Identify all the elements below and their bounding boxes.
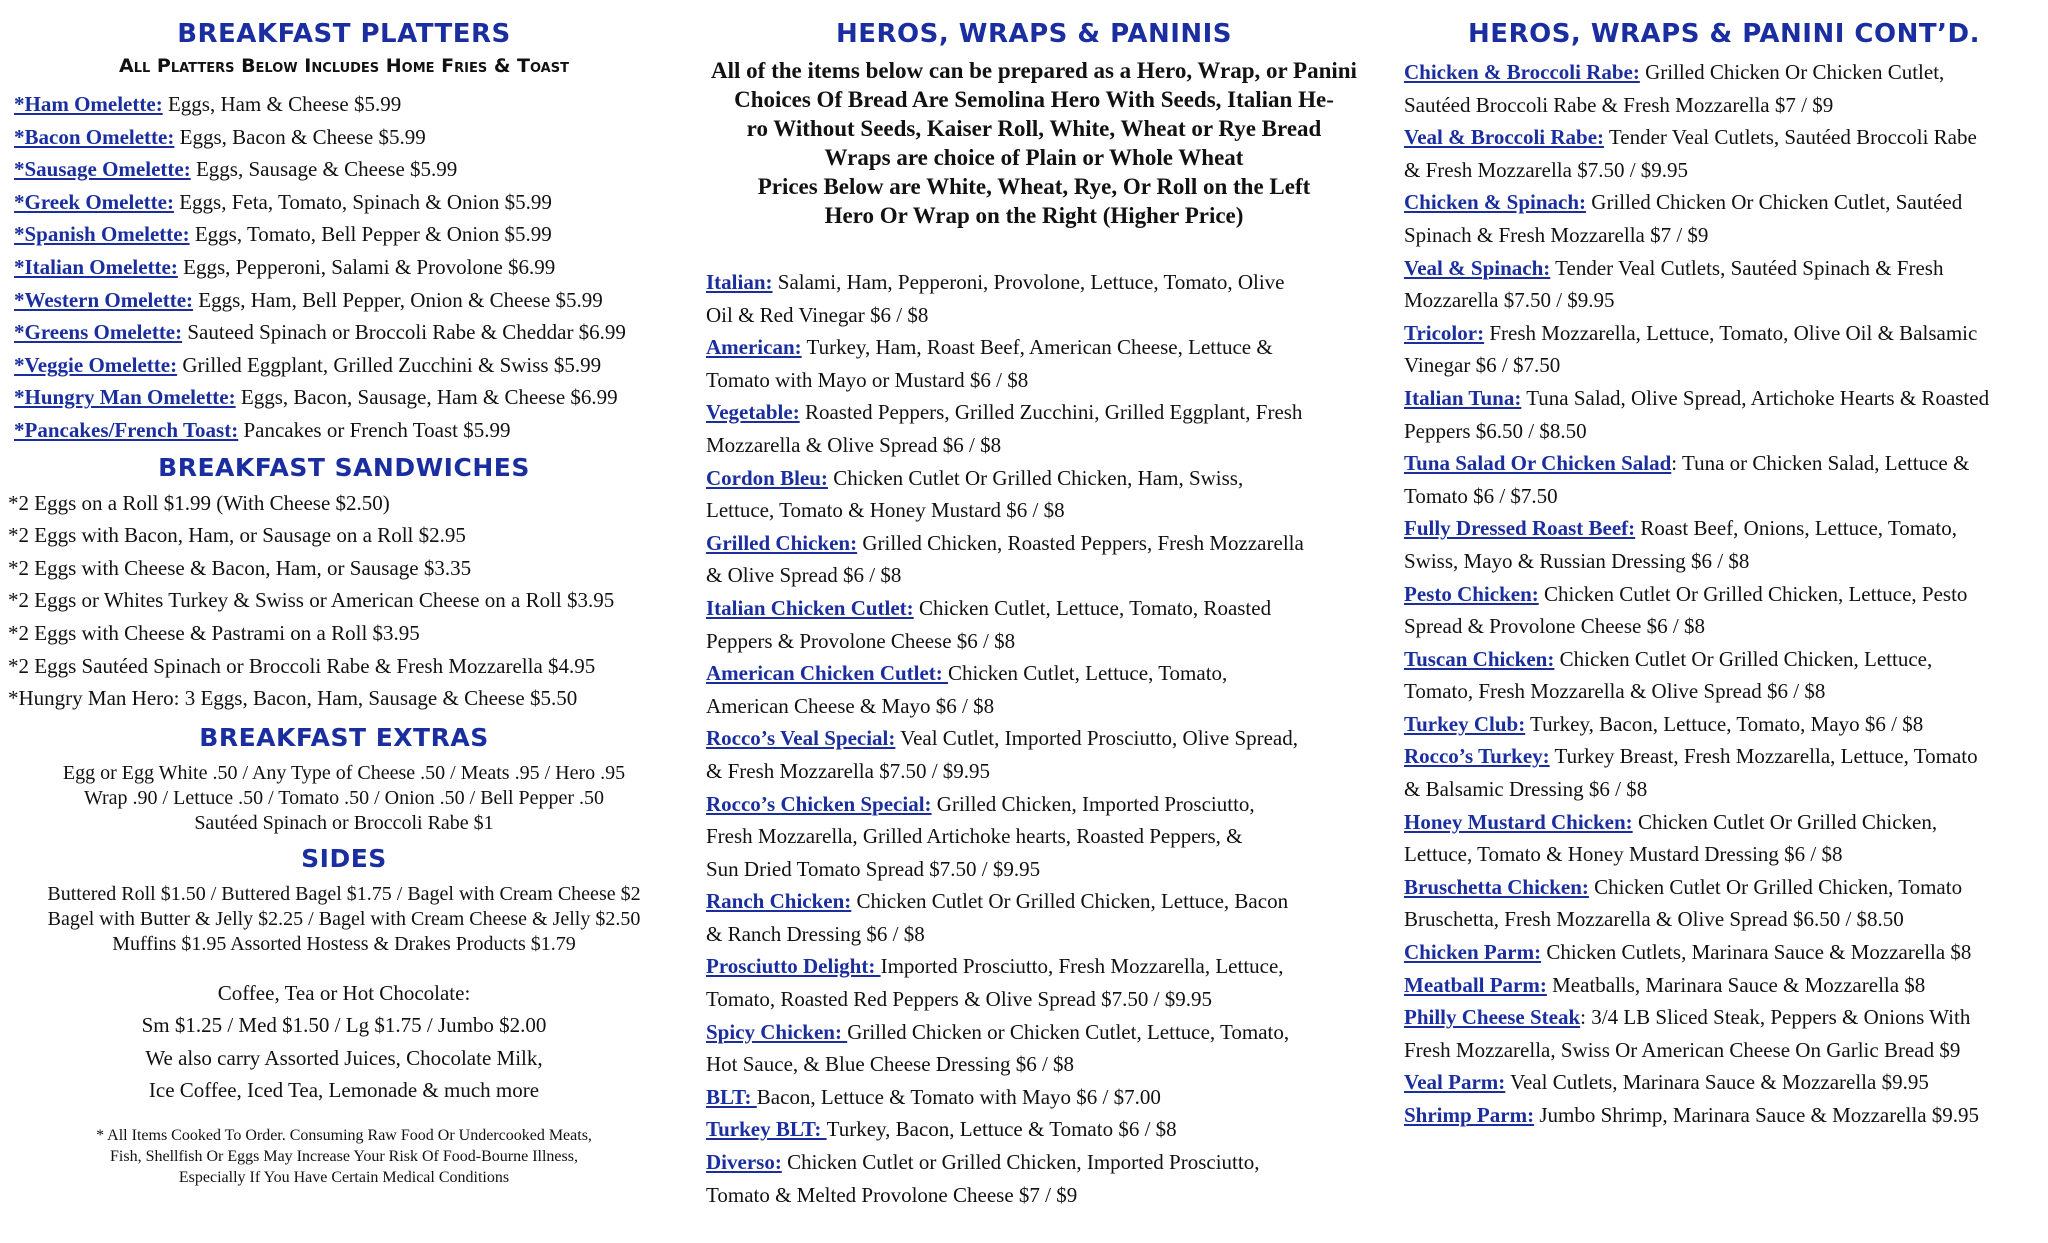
item-name: Veal & Broccoli Rabe:	[1404, 125, 1605, 150]
item-description: Mozzarella & Olive Spread $6 / $8	[706, 432, 1002, 457]
item-description: Fresh Mozzarella, Lettuce, Tomato, Olive Oil & Balsamic	[1484, 320, 1978, 345]
item-description: Eggs, Feta, Tomato, Spinach & Onion $5.99	[173, 189, 552, 214]
item-line	[1404, 186, 2044, 219]
item-description: Fresh Mozzarella, Swiss Or American Cheese On Garlic Bread $9	[1404, 1037, 1961, 1062]
item-description: Eggs, Ham & Cheese $5.99	[162, 92, 402, 116]
item-description: Roast Beef, Onions, Lettuce, Tomato,	[1635, 516, 1958, 541]
breakfast-sandwiches-title: BREAKFAST SANDWICHES	[158, 452, 530, 482]
item-line	[706, 266, 1362, 299]
menu-item	[1404, 56, 2044, 121]
item-name: Cordon Bleu:	[706, 465, 828, 490]
item-line	[1404, 382, 2044, 415]
item-description: Grilled Chicken Or Chicken Cutlet,	[1639, 60, 1945, 84]
menu-item	[706, 657, 1362, 722]
breakfast-platters-list	[8, 88, 680, 447]
menu-item	[1404, 121, 2044, 186]
item-name: Prosciutto Delight:	[706, 954, 881, 979]
sides-line: Bagel with Butter & Jelly $2.25 / Bagel with Cream Cheese & Jelly $2.50	[47, 907, 641, 930]
menu-item	[1404, 708, 2044, 741]
item-description: Roasted Peppers, Grilled Zucchini, Grilled Eggplant, Fresh	[799, 400, 1303, 425]
item-line	[1404, 1001, 2044, 1034]
heros-contd-title: HEROS, WRAPS & PANINI CONT’D.	[1468, 19, 1980, 49]
item-description: Lettuce, Tomato & Honey Mustard $6 / $8	[706, 498, 1065, 523]
intro-line: All of the items below can be prepared as a Hero, Wrap, or Panini	[711, 58, 1357, 83]
item-description: Sautéed Broccoli Rabe & Fresh Mozzarella $7 / $9	[1404, 92, 1834, 117]
food-safety-disclaimer	[8, 1125, 680, 1188]
item-description: Pancakes or French Toast $5.99	[238, 417, 511, 442]
item-description: Chicken Cutlet Or Grilled Chicken, Tomato	[1588, 874, 1963, 899]
item-description: Eggs, Tomato, Bell Pepper & Onion $5.99	[189, 222, 552, 247]
item-description: Chicken Cutlet Or Grilled Chicken, Lettuce, Bacon	[851, 889, 1289, 914]
item-description: Chicken Cutlet, Lettuce, Tomato,	[948, 661, 1228, 686]
heros-list	[706, 266, 1362, 1211]
menu-item	[1404, 578, 2044, 643]
menu-item	[1404, 740, 2044, 805]
item-description: Grilled Chicken or Chicken Cutlet, Lettuce, Tomato,	[847, 1019, 1290, 1044]
item-line	[706, 1113, 1362, 1146]
disclaimer-line: * All Items Cooked To Order. Consuming Raw Food Or Undercooked Meats,	[96, 1127, 592, 1145]
item-name: *Western Omelette:	[14, 287, 194, 312]
item-name: Tuna Salad Or Chicken Salad	[1404, 451, 1672, 476]
item-description: & Olive Spread $6 / $8	[706, 563, 902, 588]
item-description: Chicken Cutlet Or Grilled Chicken, Lettuce,	[1554, 646, 1933, 671]
menu-item	[706, 788, 1362, 886]
item-line	[1404, 806, 2044, 839]
menu-item	[706, 462, 1362, 527]
item-name: *Bacon Omelette:	[14, 124, 175, 149]
item-description: Chicken Cutlet Or Grilled Chicken,	[1632, 809, 1938, 834]
intro-line: ro Without Seeds, Kaiser Roll, White, Wheat or Rye Bread	[746, 116, 1322, 141]
item-description: Meatballs, Marinara Sauce & Mozzarella $8	[1546, 972, 1926, 997]
menu-item: *2 Eggs or Whites Turkey & Swiss or American Cheese on a Roll $3.95	[8, 588, 615, 613]
menu-item	[1404, 382, 2044, 447]
menu-item	[1404, 317, 2044, 382]
item-name: Meatball Parm:	[1404, 972, 1547, 997]
item-name: Philly Cheese Steak	[1404, 1005, 1581, 1030]
item-line	[1404, 969, 2044, 1002]
breakfast-sandwiches-list	[8, 487, 680, 715]
extras-line: Sautéed Spinach or Broccoli Rabe $1	[194, 811, 494, 834]
item-description: Mozzarella $7.50 / $9.95	[1404, 288, 1615, 313]
menu-item	[1404, 871, 2044, 936]
item-name: Italian Tuna:	[1404, 385, 1522, 410]
menu-item	[1404, 806, 2044, 871]
drinks-block	[8, 977, 680, 1107]
item-line	[1404, 252, 2044, 285]
breakfast-platters-subtitle: All Platters Below Includes Home Fries & Toast	[119, 55, 569, 77]
item-description: Lettuce, Tomato & Honey Mustard Dressing $6 / $8	[1404, 842, 1843, 867]
breakfast-extras-block	[8, 761, 680, 836]
menu-item	[706, 1016, 1362, 1081]
item-name: *Greek Omelette:	[14, 189, 174, 214]
item-line	[706, 657, 1362, 690]
menu-item	[8, 186, 680, 219]
item-description: Chicken Cutlet Or Grilled Chicken, Lettuce, Pesto	[1538, 581, 1968, 606]
menu-item: *2 Eggs with Cheese & Pastrami on a Roll $3.95	[8, 620, 420, 645]
item-name: Spicy Chicken:	[706, 1019, 848, 1044]
menu-item	[8, 218, 680, 251]
menu-item	[706, 1146, 1362, 1211]
menu-item	[1404, 936, 2044, 969]
item-description: Eggs, Bacon, Sausage, Ham & Cheese $6.99	[235, 385, 618, 410]
item-line	[1404, 121, 2044, 154]
item-description: Spinach & Fresh Mozzarella $7 / $9	[1404, 222, 1709, 247]
menu-item	[706, 266, 1362, 331]
item-description: Sun Dried Tomato Spread $7.50 / $9.95	[706, 856, 1041, 881]
menu-item	[1404, 447, 2044, 512]
menu-item	[1404, 512, 2044, 577]
item-description: Eggs, Bacon & Cheese $5.99	[174, 124, 426, 149]
item-description: Tomato & Melted Provolone Cheese $7 / $9	[706, 1182, 1078, 1207]
sides-line: Muffins $1.95 Assorted Hostess & Drakes Products $1.79	[112, 932, 576, 955]
item-name: *Ham Omelette:	[14, 92, 163, 116]
item-name: Tuscan Chicken:	[1404, 646, 1555, 671]
item-line	[706, 592, 1362, 625]
item-description: Chicken Cutlets, Marinara Sauce & Mozzarella $8	[1541, 940, 1972, 965]
menu-item	[706, 950, 1362, 1015]
item-line	[1404, 447, 2044, 480]
item-description: Jumbo Shrimp, Marinara Sauce & Mozzarella $9.95	[1534, 1103, 1980, 1127]
item-description: Veal Cutlet, Imported Prosciutto, Olive Spread,	[895, 726, 1299, 751]
sides-title: SIDES	[301, 843, 387, 873]
item-name: Rocco’s Turkey:	[1404, 744, 1550, 769]
breakfast-extras-title: BREAKFAST EXTRAS	[199, 722, 489, 752]
intro-line: Prices Below are White, Wheat, Rye, Or Roll on the Left	[757, 174, 1311, 199]
item-name: Diverso:	[706, 1150, 782, 1175]
item-name: Chicken & Broccoli Rabe:	[1404, 60, 1640, 84]
menu-item	[706, 885, 1362, 950]
item-name: BLT:	[706, 1084, 757, 1109]
menu-item: *2 Eggs Sautéed Spinach or Broccoli Rabe & Fresh Mozzarella $4.95	[8, 653, 596, 678]
item-description: Chicken Cutlet Or Grilled Chicken, Ham, Swiss,	[827, 465, 1244, 490]
item-name: Grilled Chicken:	[706, 530, 858, 555]
menu-item	[706, 527, 1362, 592]
menu-item	[706, 331, 1362, 396]
item-line	[1404, 871, 2044, 904]
menu-item	[1404, 1099, 2044, 1132]
disclaimer-line: Fish, Shellfish Or Eggs May Increase Your Risk Of Food-Bourne Illness,	[110, 1148, 578, 1166]
drinks-line: Coffee, Tea or Hot Chocolate:	[217, 980, 471, 1005]
item-name: Italian Chicken Cutlet:	[706, 595, 914, 620]
item-description: Chicken Cutlet, Lettuce, Tomato, Roasted	[913, 595, 1272, 620]
menu-item: *2 Eggs on a Roll $1.99 (With Cheese $2.50)	[8, 490, 390, 515]
item-description: Turkey Breast, Fresh Mozzarella, Lettuce, Tomato	[1549, 744, 1978, 769]
item-line	[1404, 1066, 2044, 1099]
item-description: Oil & Red Vinegar $6 / $8	[706, 302, 929, 327]
item-line	[706, 1016, 1362, 1049]
item-line	[1404, 512, 2044, 545]
item-name: Bruschetta Chicken:	[1404, 874, 1589, 899]
item-description: Grilled Chicken, Imported Prosciutto,	[931, 791, 1255, 816]
menu-item	[8, 316, 680, 349]
column-heros	[706, 0, 1362, 1211]
item-name: *Italian Omelette:	[14, 254, 178, 279]
menu-item	[8, 381, 680, 414]
item-line	[706, 462, 1362, 495]
item-description: Tender Veal Cutlets, Sautéed Spinach & Fresh	[1550, 255, 1944, 280]
item-description: Tomato, Fresh Mozzarella & Olive Spread $6 / $8	[1404, 679, 1826, 704]
intro-line: Choices Of Bread Are Semolina Hero With Seeds, Italian He-	[734, 87, 1334, 112]
item-description: Peppers & Provolone Cheese $6 / $8	[706, 628, 1016, 653]
item-description: Grilled Eggplant, Grilled Zucchini & Swiss $5.99	[177, 352, 602, 377]
menu-item	[8, 414, 680, 447]
item-description: Swiss, Mayo & Russian Dressing $6 / $8	[1404, 548, 1750, 573]
item-description: Hot Sauce, & Blue Cheese Dressing $6 / $8	[706, 1052, 1075, 1077]
menu-item	[706, 722, 1362, 787]
item-description: Bacon, Lettuce & Tomato with Mayo $6 / $7.00	[756, 1084, 1161, 1109]
item-line	[1404, 1099, 2044, 1132]
item-description: Eggs, Sausage & Cheese $5.99	[190, 157, 458, 182]
heros-contd-list	[1404, 56, 2044, 1132]
menu-item	[706, 592, 1362, 657]
extras-line: Egg or Egg White .50 / Any Type of Cheese .50 / Meats .95 / Hero .95	[62, 761, 626, 784]
item-name: Turkey BLT:	[706, 1117, 827, 1142]
column-heros-contd	[1404, 0, 2044, 1132]
menu-item: *2 Eggs with Bacon, Ham, or Sausage on a Roll $2.95	[8, 523, 466, 548]
item-line	[1404, 56, 2044, 89]
item-name: Tricolor:	[1404, 320, 1485, 345]
menu-item	[8, 284, 680, 317]
item-name: *Veggie Omelette:	[14, 352, 178, 377]
item-line	[706, 1146, 1362, 1179]
drinks-line: Sm $1.25 / Med $1.50 / Lg $1.75 / Jumbo $2.00	[141, 1013, 547, 1038]
item-name: American:	[706, 335, 802, 360]
sides-block	[8, 882, 680, 957]
item-description: Bruschetta, Fresh Mozzarella & Olive Spread $6.50 / $8.50	[1404, 907, 1904, 932]
item-description: Fresh Mozzarella, Grilled Artichoke hearts, Roasted Peppers, &	[706, 824, 1243, 849]
extras-line: Wrap .90 / Lettuce .50 / Tomato .50 / Onion .50 / Bell Pepper .50	[83, 786, 605, 809]
menu-item: *Hungry Man Hero: 3 Eggs, Bacon, Ham, Sausage & Cheese $5.50	[8, 686, 578, 711]
item-name: *Hungry Man Omelette:	[14, 385, 236, 410]
item-description: Tuna Salad, Olive Spread, Artichoke Hearts & Roasted	[1521, 385, 1990, 410]
heros-title: HEROS, WRAPS & PANINIS	[835, 19, 1233, 49]
intro-line: Hero Or Wrap on the Right (Higher Price)	[824, 203, 1244, 228]
item-description: Spread & Provolone Cheese $6 / $8	[1404, 614, 1705, 639]
item-line	[706, 950, 1362, 983]
item-description: & Balsamic Dressing $6 / $8	[1404, 777, 1648, 802]
item-description: Eggs, Ham, Bell Pepper, Onion & Cheese $5.99	[193, 287, 603, 312]
menu-item	[1404, 252, 2044, 317]
item-description: Tomato, Roasted Red Peppers & Olive Spread $7.50 / $9.95	[706, 987, 1212, 1012]
item-description: Imported Prosciutto, Fresh Mozzarella, Lettuce,	[880, 954, 1284, 979]
item-description: Chicken Cutlet or Grilled Chicken, Imported Prosciutto,	[781, 1150, 1260, 1175]
item-description: Turkey, Bacon, Lettuce & Tomato $6 / $8	[826, 1117, 1177, 1142]
item-description: & Fresh Mozzarella $7.50 / $9.95	[1404, 157, 1689, 182]
item-line	[706, 788, 1362, 821]
item-description: Salami, Ham, Pepperoni, Provolone, Lettuce, Tomato, Olive	[772, 270, 1285, 294]
menu-item	[8, 153, 680, 186]
item-line	[706, 885, 1362, 918]
item-line	[1404, 708, 2044, 741]
item-description: Grilled Chicken, Roasted Peppers, Fresh Mozzarella	[857, 530, 1304, 555]
item-name: Ranch Chicken:	[706, 889, 852, 914]
item-description: Sauteed Spinach or Broccoli Rabe & Cheddar $6.99	[182, 320, 626, 345]
menu-item	[1404, 643, 2044, 708]
menu-item	[8, 349, 680, 382]
item-name: Rocco’s Veal Special:	[706, 726, 896, 751]
item-line	[1404, 740, 2044, 773]
item-line	[1404, 936, 2044, 969]
item-description: & Ranch Dressing $6 / $8	[706, 921, 925, 946]
column-breakfast	[8, 0, 680, 1188]
item-description: Peppers $6.50 / $8.50	[1404, 418, 1587, 443]
item-name: Pesto Chicken:	[1404, 581, 1539, 606]
item-description: Turkey, Bacon, Lettuce, Tomato, Mayo $6 / $8	[1525, 711, 1924, 736]
breakfast-platters-title: BREAKFAST PLATTERS	[177, 19, 511, 49]
menu-item	[8, 121, 680, 154]
item-description: : Tuna or Chicken Salad, Lettuce &	[1671, 451, 1970, 476]
item-name: Veal Parm:	[1404, 1070, 1506, 1095]
item-name: Veal & Spinach:	[1404, 255, 1551, 280]
menu-item	[1404, 1066, 2044, 1099]
item-description: Veal Cutlets, Marinara Sauce & Mozzarella $9.95	[1505, 1070, 1929, 1095]
item-line	[706, 1081, 1362, 1114]
item-description: Grilled Chicken Or Chicken Cutlet, Sautéed	[1586, 190, 1963, 215]
menu-item	[1404, 186, 2044, 251]
sides-line: Buttered Roll $1.50 / Buttered Bagel $1.75 / Bagel with Cream Cheese $2	[47, 882, 641, 905]
item-name: American Chicken Cutlet:	[706, 661, 949, 686]
item-name: Italian:	[706, 270, 773, 294]
item-description: Tender Veal Cutlets, Sautéed Broccoli Rabe	[1604, 125, 1977, 150]
item-line	[706, 722, 1362, 755]
item-name: Honey Mustard Chicken:	[1404, 809, 1633, 834]
item-description: : 3/4 LB Sliced Steak, Peppers & Onions With	[1580, 1005, 1971, 1030]
item-name: Fully Dressed Roast Beef:	[1404, 516, 1636, 541]
item-line	[1404, 643, 2044, 676]
item-description: Vinegar $6 / $7.50	[1404, 353, 1561, 378]
item-name: Shrimp Parm:	[1404, 1103, 1535, 1127]
item-name: *Pancakes/French Toast:	[14, 417, 239, 442]
item-line	[1404, 317, 2044, 350]
item-name: Chicken Parm:	[1404, 940, 1542, 965]
menu-item: *2 Eggs with Cheese & Bacon, Ham, or Sausage $3.35	[8, 555, 472, 580]
item-line	[706, 396, 1362, 429]
item-name: *Spanish Omelette:	[14, 222, 190, 247]
item-name: *Greens Omelette:	[14, 320, 183, 345]
item-line	[706, 527, 1362, 560]
item-name: *Sausage Omelette:	[14, 157, 191, 182]
item-name: Rocco’s Chicken Special:	[706, 791, 932, 816]
intro-line: Wraps are choice of Plain or Whole Wheat	[824, 145, 1244, 170]
item-description: Eggs, Pepperoni, Salami & Provolone $6.99	[177, 254, 556, 279]
item-description: American Cheese & Mayo $6 / $8	[706, 693, 995, 718]
item-name: Turkey Club:	[1404, 711, 1526, 736]
menu-item	[8, 251, 680, 284]
item-description: & Fresh Mozzarella $7.50 / $9.95	[706, 758, 991, 783]
drinks-line: Ice Coffee, Iced Tea, Lemonade & much more	[148, 1078, 540, 1103]
menu-item	[1404, 969, 2044, 1002]
item-description: Turkey, Ham, Roast Beef, American Cheese, Lettuce &	[801, 335, 1273, 360]
menu-item	[706, 1113, 1362, 1146]
item-line	[1404, 578, 2044, 611]
menu-item	[1404, 1001, 2044, 1066]
item-description: Tomato $6 / $7.50	[1404, 483, 1558, 508]
heros-intro	[706, 56, 1362, 230]
item-name: Vegetable:	[706, 400, 800, 425]
menu-item	[706, 396, 1362, 461]
disclaimer-line: Especially If You Have Certain Medical Conditions	[178, 1169, 510, 1187]
menu-item	[8, 88, 680, 121]
item-name: Chicken & Spinach:	[1404, 190, 1587, 215]
drinks-line: We also carry Assorted Juices, Chocolate Milk,	[145, 1045, 543, 1070]
item-description: Tomato with Mayo or Mustard $6 / $8	[706, 367, 1029, 392]
menu-item	[706, 1081, 1362, 1114]
item-line	[706, 331, 1362, 364]
